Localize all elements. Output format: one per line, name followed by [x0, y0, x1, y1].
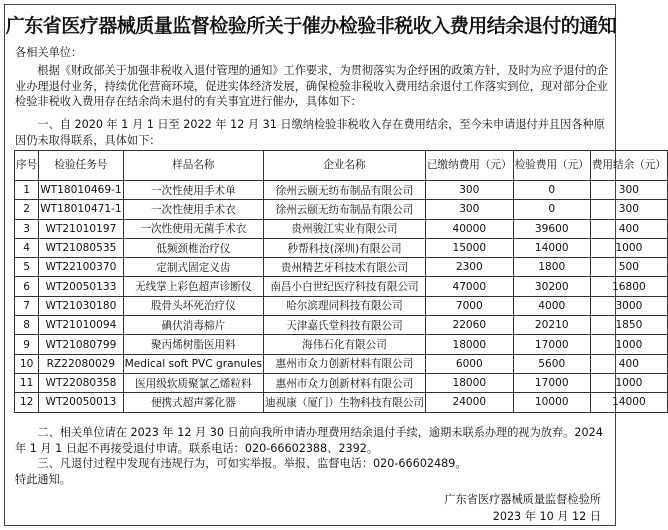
cell-balance: 300	[590, 200, 667, 219]
cell-balance: 1000	[590, 238, 667, 257]
cell-no: 8	[15, 316, 39, 335]
cell-inspection-fee: 39600	[513, 219, 590, 238]
cell-paid-fee: 24000	[425, 393, 513, 412]
cell-paid-fee: 300	[425, 200, 513, 219]
cell-paid-fee: 6000	[425, 354, 513, 373]
table-row	[15, 316, 668, 335]
cell-balance: 16800	[590, 277, 667, 296]
cell-company-name: 海伟石化有限公司	[264, 335, 426, 354]
table-row	[15, 219, 668, 238]
table-row	[15, 354, 668, 373]
cell-sample-name: 一次性使用手术衣	[123, 200, 263, 219]
cell-inspection-fee: 17000	[513, 335, 590, 354]
cell-task-no: WT18010469-1	[39, 181, 123, 200]
cell-no: 3	[15, 219, 39, 238]
notice-title: 广东省医疗器械质量监督检验所关于催办检验非税收入费用结余退付的通知	[5, 15, 617, 37]
cell-sample-name: 定制式固定义齿	[123, 258, 263, 277]
cell-no: 2	[15, 200, 39, 219]
cell-sample-name: 碘伏消毒棉片	[123, 316, 263, 335]
closing-line: 特此通知。	[15, 473, 71, 486]
cell-no: 10	[15, 354, 39, 373]
cell-paid-fee: 18000	[425, 373, 513, 392]
table-row	[15, 296, 668, 315]
signature-org: 广东省医疗器械质量监督检验所	[444, 493, 601, 506]
cell-no: 6	[15, 277, 39, 296]
section-two-paragraph: 二、相关单位请在 2023 年 12 月 30 日前向我所申请办理费用结余退付手续，逾期未联系办理的视为放弃。2024年 1 月 1 日起不再接受退付申请。联系电话：020-66602388、2392。	[15, 426, 603, 455]
cell-balance: 300	[590, 181, 667, 200]
cell-company-name: 贵州骏江实业有限公司	[264, 219, 426, 238]
intro-paragraph: 根据《财政部关于加强非税收入退付管理的通知》工作要求，为贯彻落实为企纾困的政策方针，及时为应予退付的企业办理退付业务，持续优化营商环境，促进实体经济发展，确保检验非税收入费用结余退付工作落实到位，现对部分企业检验非税收入费用存在结余尚未退付的有关事宜进行催办，具体如下：	[15, 64, 608, 108]
cell-company-name: 天津嘉氏堂科技有限公司	[264, 316, 426, 335]
cell-task-no: WT21010197	[39, 219, 123, 238]
cell-sample-name: 低频颈椎治疗仪	[123, 238, 263, 257]
cell-paid-fee: 2300	[425, 258, 513, 277]
cell-company-name: 惠州市众力创新材料有限公司	[264, 354, 426, 373]
table-header-row	[15, 151, 668, 181]
header-task-no: 检验任务号	[39, 151, 123, 181]
cell-paid-fee: 47000	[425, 277, 513, 296]
cell-no: 11	[15, 373, 39, 392]
cell-paid-fee: 15000	[425, 238, 513, 257]
cell-balance: 1000	[590, 335, 667, 354]
section-one-paragraph: 一、自 2020 年 1 月 1 日至 2022 年 12 月 31 日缴纳检验非税收入存在费用结余，至今未申请退付并且因各种原因仍未取得联系，具体如下：	[15, 118, 605, 147]
header-sample-name: 样品名称	[123, 151, 263, 181]
cell-balance: 1000	[590, 373, 667, 392]
cell-paid-fee: 22060	[425, 316, 513, 335]
cell-inspection-fee: 4000	[513, 296, 590, 315]
cell-inspection-fee: 17000	[513, 373, 590, 392]
cell-inspection-fee: 14000	[513, 238, 590, 257]
cell-no: 4	[15, 238, 39, 257]
cell-task-no: WT22080358	[39, 373, 123, 392]
cell-balance: 3000	[590, 296, 667, 315]
cell-paid-fee: 300	[425, 181, 513, 200]
table-row	[15, 373, 668, 392]
cell-no: 5	[15, 258, 39, 277]
cell-sample-name: 无线掌上彩色超声诊断仪	[123, 277, 263, 296]
cell-company-name: 秒帮科技(深圳)有限公司	[264, 238, 426, 257]
cell-inspection-fee: 0	[513, 181, 590, 200]
cell-sample-name: 一次性使用手术单	[123, 181, 263, 200]
table-body	[15, 181, 668, 413]
cell-inspection-fee: 1800	[513, 258, 590, 277]
cell-balance: 400	[590, 219, 667, 238]
cell-company-name: 迪视康（厦门）生物科技有限公司	[264, 393, 426, 412]
cell-no: 1	[15, 181, 39, 200]
cell-no: 9	[15, 335, 39, 354]
cell-sample-name: Medical soft PVC granules	[123, 354, 263, 373]
cell-company-name: 惠州市众力创新材料有限公司	[264, 373, 426, 392]
cell-no: 7	[15, 296, 39, 315]
notice-document	[4, 4, 666, 526]
refund-table	[14, 150, 668, 413]
cell-sample-name: 股骨头坏死治疗仪	[123, 296, 263, 315]
header-paid-fee: 已缴纳费用（元）	[425, 151, 513, 181]
cell-task-no: WT22100370	[39, 258, 123, 277]
cell-balance: 14000	[590, 393, 667, 412]
table-row	[15, 181, 668, 200]
signature-date: 2023 年 10 月 12 日	[492, 510, 601, 523]
cell-task-no: WT20050013	[39, 393, 123, 412]
header-no: 序号	[15, 151, 39, 181]
cell-inspection-fee: 0	[513, 200, 590, 219]
cell-sample-name: 一次性使用无菌手术衣	[123, 219, 263, 238]
cell-company-name: 南昌小白世纪医疗科技有限公司	[264, 277, 426, 296]
table-row	[15, 277, 668, 296]
cell-company-name: 哈尔滨理同科技有限公司	[264, 296, 426, 315]
header-balance: 费用结余（元）	[590, 151, 667, 181]
cell-task-no: WT21080799	[39, 335, 123, 354]
cell-inspection-fee: 5600	[513, 354, 590, 373]
salutation: 各相关单位：	[15, 46, 83, 59]
table-row	[15, 393, 668, 412]
header-inspection-fee: 检验费用（元）	[513, 151, 590, 181]
cell-no: 12	[15, 393, 39, 412]
section-three-paragraph: 三、凡退付过程中发现有违规行为，可如实举报。举报、监督电话：020-66602489。	[37, 457, 467, 470]
cell-sample-name: 医用级软质聚氯乙烯粒料	[123, 373, 263, 392]
table-row	[15, 200, 668, 219]
cell-task-no: WT20050133	[39, 277, 123, 296]
cell-task-no: WT21010094	[39, 316, 123, 335]
cell-balance: 400	[590, 354, 667, 373]
cell-inspection-fee: 30200	[513, 277, 590, 296]
cell-sample-name: 聚丙烯树脂医用料	[123, 335, 263, 354]
cell-company-name: 徐州云颐无纺布制品有限公司	[264, 181, 426, 200]
table-row	[15, 258, 668, 277]
table-row	[15, 335, 668, 354]
cell-balance: 500	[590, 258, 667, 277]
header-company-name: 企业名称	[264, 151, 426, 181]
cell-task-no: WT21030180	[39, 296, 123, 315]
cell-paid-fee: 7000	[425, 296, 513, 315]
table-row	[15, 238, 668, 257]
cell-paid-fee: 40000	[425, 219, 513, 238]
cell-company-name: 徐州云颐无纺布制品有限公司	[264, 200, 426, 219]
cell-task-no: WT18010471-1	[39, 200, 123, 219]
cell-inspection-fee: 10000	[513, 393, 590, 412]
cell-inspection-fee: 20210	[513, 316, 590, 335]
cell-task-no: WT21080535	[39, 238, 123, 257]
cell-sample-name: 便携式超声雾化器	[123, 393, 263, 412]
cell-paid-fee: 18000	[425, 335, 513, 354]
cell-balance: 1850	[590, 316, 667, 335]
cell-company-name: 贵州精艺牙科技术有限公司	[264, 258, 426, 277]
cell-task-no: RZ22080029	[39, 354, 123, 373]
